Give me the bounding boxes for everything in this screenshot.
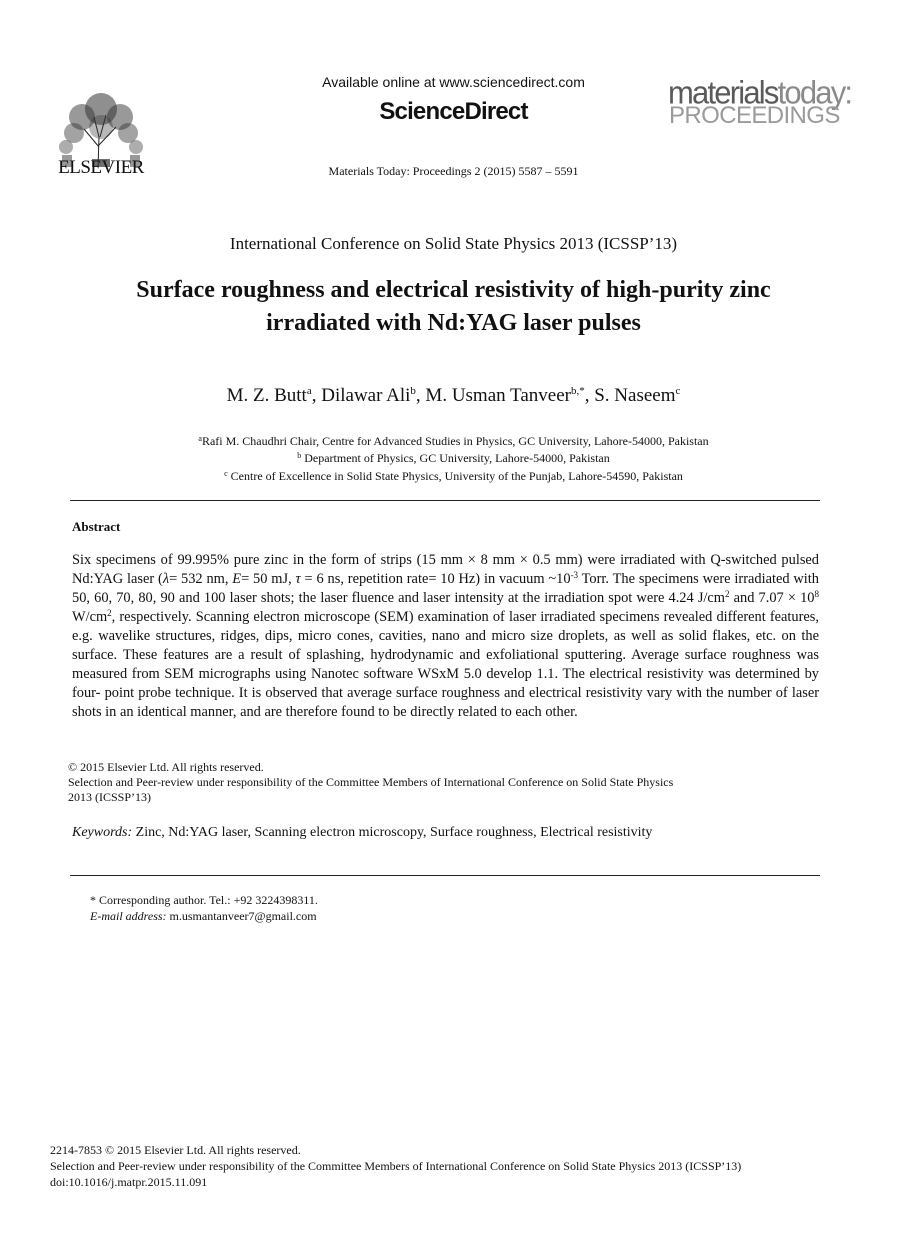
corresponding-author-note — [90, 892, 318, 924]
affiliation-sup: b — [297, 451, 302, 460]
author-sup: a — [306, 385, 312, 397]
affiliation — [0, 451, 907, 466]
affiliation — [0, 434, 907, 449]
available-online-text: Available online at www.sciencedirect.com — [322, 74, 585, 90]
title-line-2: irradiated with Nd:YAG laser pulses — [266, 310, 641, 336]
mt-word-materials: materials — [668, 73, 778, 111]
keywords — [72, 825, 652, 841]
mt-proceedings-text: PROCEEDINGS — [669, 102, 840, 129]
affiliation-text: Centre of Excellence in Solid State Physics, University of the Punjab, Lahore-54590, Pakistan — [230, 469, 683, 483]
paper-title — [60, 274, 847, 340]
corresponding-author: * Corresponding author. Tel.: +92 3224398311. — [90, 893, 318, 907]
author-name: M. Z. Butt — [226, 385, 307, 406]
email-label: E-mail address: — [90, 909, 167, 923]
peer-review-line: Selection and Peer-review under responsibility of the Committee Members of International Conference on Solid State Physics — [68, 775, 674, 789]
abstract-heading: Abstract — [72, 519, 121, 534]
affiliation-sup: a — [198, 434, 202, 443]
page-footer — [50, 1142, 741, 1190]
author-list: M. Z. Butt$^a$, Dilawar Ali$^b$, M. Usman Tanveer$^{b,*}$, S. Naseem$^c$ — [226, 385, 681, 406]
affiliation — [0, 469, 907, 484]
keywords-list: Zinc, Nd:YAG laser, Scanning electron microscopy, Surface roughness, Electrical resistivity — [132, 825, 653, 840]
abstract-body: Six specimens of 99.995% pure zinc in the form of strips (15 mm × 8 mm × 0.5 mm) were irradiated with Q-switched pulsed Nd:YAG laser (λ= 532 nm, E= 50 mJ, τ = 6 ns, repetition rate= 10 Hz) in vacuum $\sim 10^{-3}$ Torr. The specimens were irradiated with 50, 60, 70, 80, 90 and 100 laser shots; the laser fluence and laser intensity at the irradiation spot were 4.24 $J/cm^2$ and $7.07 \times 10^8$ $W/cm^2$, respectively. Scanning electron microscope (SEM) examination of laser irradiated specimens revealed different features, e.g. wavelike structures, ridges, dips, micro cones, cavities, nano and micro size droplets, as well as solid flakes, etc. on the surface. These features are a result of splashing, hydrodynamic and exfoliational sputtering. Average surface roughness was measured from SEM micrographs using Nanotec software WSxM 5.0 develop 1.1. The electrical resistivity was determined by four- point probe technique. It is observed that average surface roughness and electrical resistivity vary with the number of laser shots in an identical manner, and are therefore found to be directly related to each other. — [72, 552, 820, 720]
author-sup: b,* — [570, 385, 585, 397]
journal-reference: Materials Today: Proceedings 2 (2015) 5587 – 5591 — [328, 164, 579, 178]
footer-doi: doi:10.1016/j.matpr.2015.11.091 — [50, 1175, 208, 1189]
author-sup: c — [675, 385, 681, 397]
divider — [70, 500, 820, 501]
elsevier-label: ELSEVIER — [58, 157, 144, 178]
peer-review-line: 2013 (ICSSP’13) — [68, 790, 152, 804]
conference-name: International Conference on Solid State Physics 2013 (ICSSP’13) — [229, 234, 678, 253]
author-name: Dilawar Ali — [321, 385, 411, 406]
mt-word-today: today: — [777, 73, 852, 111]
author-name: S. Naseem — [594, 385, 676, 406]
author-sup: b — [410, 385, 416, 397]
affiliation-text: Department of Physics, GC University, Lahore-54000, Pakistan — [304, 451, 610, 465]
email-address: m.usmantanveer7@gmail.com — [166, 909, 317, 923]
divider — [70, 875, 820, 876]
keywords-label: Keywords: — [72, 825, 133, 840]
footer-issn: 2214-7853 © 2015 Elsevier Ltd. All rights reserved. — [50, 1143, 301, 1157]
footer-peer-review: Selection and Peer-review under responsibility of the Committee Members of International Conference on Solid State Physics 2013 (ICSSP’13) — [50, 1159, 742, 1173]
title-line-1: Surface roughness and electrical resistivity of high-purity zinc — [136, 277, 771, 303]
sciencedirect-logo-text: ScienceDirect — [379, 98, 528, 125]
author-name: M. Usman Tanveer — [425, 385, 571, 406]
copyright-line: © 2015 Elsevier Ltd. All rights reserved. — [68, 760, 264, 774]
affiliation-text: Rafi M. Chaudhri Chair, Centre for Advanced Studies in Physics, GC University, Lahore-54000, Pakistan — [201, 434, 709, 448]
affiliation-sup: c — [224, 469, 228, 478]
